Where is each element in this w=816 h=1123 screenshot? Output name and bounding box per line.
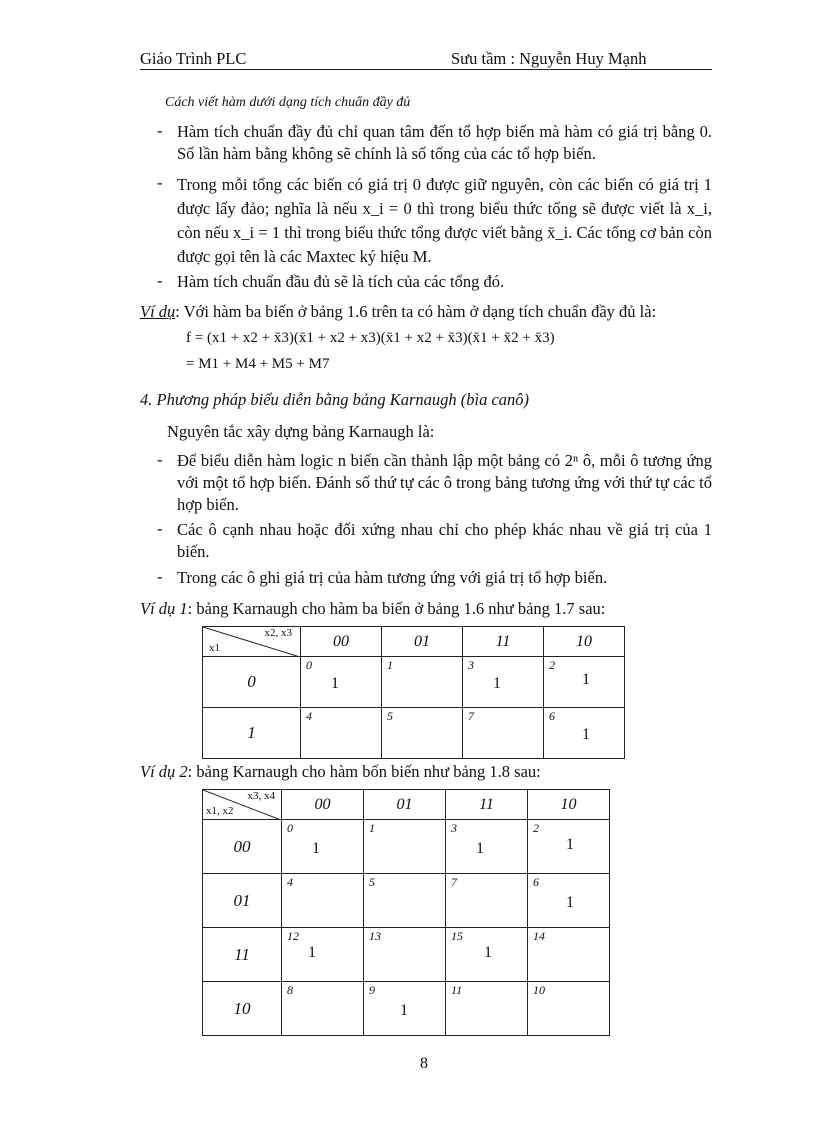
cell-index: 1 <box>369 821 375 835</box>
col-header: 01 <box>382 627 463 657</box>
cell-index: 0 <box>306 658 312 672</box>
cell-value: 1 <box>331 675 339 692</box>
cell-index: 12 <box>287 929 299 943</box>
corner-row-label: x1 <box>209 642 220 654</box>
kmap-cell <box>446 820 528 874</box>
header-left: Giáo Trình PLC <box>140 49 247 68</box>
example2-text: : bảng Karnaugh cho hàm bốn biến như bảng 1.8 sau: <box>187 762 541 781</box>
kmap-cell <box>364 874 446 928</box>
bullet-dash: - <box>157 271 163 290</box>
kmap-cell <box>446 874 528 928</box>
bullet-dash: - <box>157 173 163 192</box>
kmap-cell <box>528 928 610 982</box>
row-header: 11 <box>203 928 282 982</box>
row-header: 00 <box>203 820 282 874</box>
kmap-cell <box>446 928 528 982</box>
kmap-cell <box>364 820 446 874</box>
cell-index: 10 <box>533 983 545 997</box>
bullet-dash: - <box>157 450 163 469</box>
kmap-cell <box>364 928 446 982</box>
karnaugh-table-4var <box>202 789 610 1036</box>
cell-value: 1 <box>582 671 590 688</box>
kmap-cell <box>282 982 364 1036</box>
cell-value: 1 <box>476 840 484 857</box>
cell-value: 1 <box>308 944 316 961</box>
row-header: 01 <box>203 874 282 928</box>
cell-value: 1 <box>566 894 574 911</box>
corner-col-label: x2, x3 <box>264 627 292 639</box>
cell-index: 6 <box>549 709 555 723</box>
row-header: 1 <box>203 708 301 759</box>
kmap-cell <box>544 708 625 759</box>
example1-text: : bảng Karnaugh cho hàm ba biến ở bảng 1.6 như bảng 1.7 sau: <box>187 599 606 618</box>
kmap-cell <box>382 708 463 759</box>
header-rule <box>140 69 712 70</box>
corner-cell <box>203 627 301 657</box>
cell-index: 14 <box>533 929 545 943</box>
bullet-dash: - <box>157 567 163 586</box>
principle-intro: Nguyên tắc xây dựng bảng Karnaugh là: <box>167 422 435 441</box>
row-header: 0 <box>203 657 301 708</box>
formula-line-2: = M1 + M4 + M5 + M7 <box>186 356 330 372</box>
cell-index: 9 <box>369 983 375 997</box>
example1-paragraph <box>140 598 720 620</box>
row-header: 10 <box>203 982 282 1036</box>
kmap-cell <box>463 657 544 708</box>
kmap-cell <box>282 928 364 982</box>
karnaugh-table-3var <box>202 626 625 759</box>
example-label: Ví dụ <box>140 302 176 321</box>
corner-col-label: x3, x4 <box>247 790 275 802</box>
cell-index: 1 <box>387 658 393 672</box>
kmap-cell <box>301 657 382 708</box>
cell-index: 4 <box>306 709 312 723</box>
kmap-cell <box>364 982 446 1036</box>
cell-value: 1 <box>582 726 590 743</box>
cell-index: 8 <box>287 983 293 997</box>
corner-row-label: x1, x2 <box>206 805 234 817</box>
bullet-karnaugh-1: Để biểu diễn hàm logic n biến cần thành lập một bảng có 2ⁿ ô, mỗi ô tương ứng với một tổ hợp biến. Đánh số thứ tự các ô trong bảng tương ứng với thứ tự các tổ hợp biến. <box>177 451 712 514</box>
example-text: : Với hàm ba biến ở bảng 1.6 trên ta có hàm ở dạng tích chuẩn đầy đủ là: <box>175 302 657 321</box>
intro-subtitle: Cách viết hàm dưới dạng tích chuẩn đầy đủ <box>165 95 411 110</box>
cell-value: 1 <box>484 944 492 961</box>
bullet-karnaugh-2: Các ô cạnh nhau hoặc đối xứng nhau chỉ cho phép khác nhau về giá trị của 1 biến. <box>177 520 712 561</box>
kmap-cell <box>528 874 610 928</box>
cell-index: 13 <box>369 929 381 943</box>
cell-index: 11 <box>451 983 463 997</box>
col-header: 11 <box>463 627 544 657</box>
kmap-cell <box>463 708 544 759</box>
section-title: 4. Phương pháp biểu diễn bằng bảng Karnaugh (bìa canô) <box>140 390 530 409</box>
kmap-cell <box>446 982 528 1036</box>
cell-index: 6 <box>533 875 539 889</box>
cell-value: 1 <box>493 675 501 692</box>
cell-index: 7 <box>451 875 457 889</box>
kmap-cell <box>301 708 382 759</box>
cell-value: 1 <box>312 840 320 857</box>
bullet-dash: - <box>157 519 163 538</box>
kmap-cell <box>528 982 610 1036</box>
bullet-dash: - <box>157 121 163 140</box>
example2-label: Ví dụ 2 <box>140 762 188 781</box>
cell-index: 15 <box>451 929 463 943</box>
cell-index: 4 <box>287 875 293 889</box>
bullet-product-2: Trong mỗi tổng các biến có giá trị 0 được giữ nguyên, còn các biến có giá trị 1 được lấy đảo; nghĩa là nếu x_i = 0 thì trong biểu thức tổng sẽ được viết là x_i, còn nếu x_i = 1 thì trong biểu thức tổng được viết bằng x̄_i. Các tổng cơ bản còn được gọi tên là các Maxtec ký hiệu M. <box>177 175 712 266</box>
kmap-cell <box>528 820 610 874</box>
cell-index: 2 <box>533 821 539 835</box>
header-right: Sưu tầm : Nguyễn Huy Mạnh <box>451 49 647 68</box>
cell-value: 1 <box>566 836 574 853</box>
page-number: 8 <box>420 1055 428 1072</box>
corner-cell <box>203 790 282 820</box>
example-paragraph <box>140 301 720 323</box>
col-header: 01 <box>364 790 446 820</box>
kmap-cell <box>544 657 625 708</box>
bullet-karnaugh-3: Trong các ô ghi giá trị của hàm tương ứng với giá trị tổ hợp biến. <box>177 568 608 587</box>
col-header: 10 <box>544 627 625 657</box>
col-header: 11 <box>446 790 528 820</box>
cell-index: 0 <box>287 821 293 835</box>
cell-index: 2 <box>549 658 555 672</box>
cell-index: 7 <box>468 709 474 723</box>
bullet-product-3: Hàm tích chuẩn đầu đủ sẽ là tích của các tổng đó. <box>177 272 505 291</box>
bullet-product-1: Hàm tích chuẩn đầy đủ chỉ quan tâm đến tổ hợp biến mà hàm có giá trị bằng 0. Số lần hàm bằng không sẽ chính là số tổng của các tổ hợp biến. <box>177 122 712 163</box>
col-header: 10 <box>528 790 610 820</box>
col-header: 00 <box>301 627 382 657</box>
kmap-cell <box>282 874 364 928</box>
formula-line-1: f = (x1 + x2 + x̄3)(x̄1 + x2 + x3)(x̄1 + x2 + x̄3)(x̄1 + x̄2 + x̄3) <box>186 330 555 346</box>
example1-label: Ví dụ 1 <box>140 599 188 618</box>
cell-value: 1 <box>400 1002 408 1019</box>
example2-paragraph <box>140 761 720 783</box>
col-header: 00 <box>282 790 364 820</box>
cell-index: 5 <box>387 709 393 723</box>
cell-index: 3 <box>468 658 474 672</box>
kmap-cell <box>282 820 364 874</box>
kmap-cell <box>382 657 463 708</box>
cell-index: 3 <box>451 821 457 835</box>
cell-index: 5 <box>369 875 375 889</box>
